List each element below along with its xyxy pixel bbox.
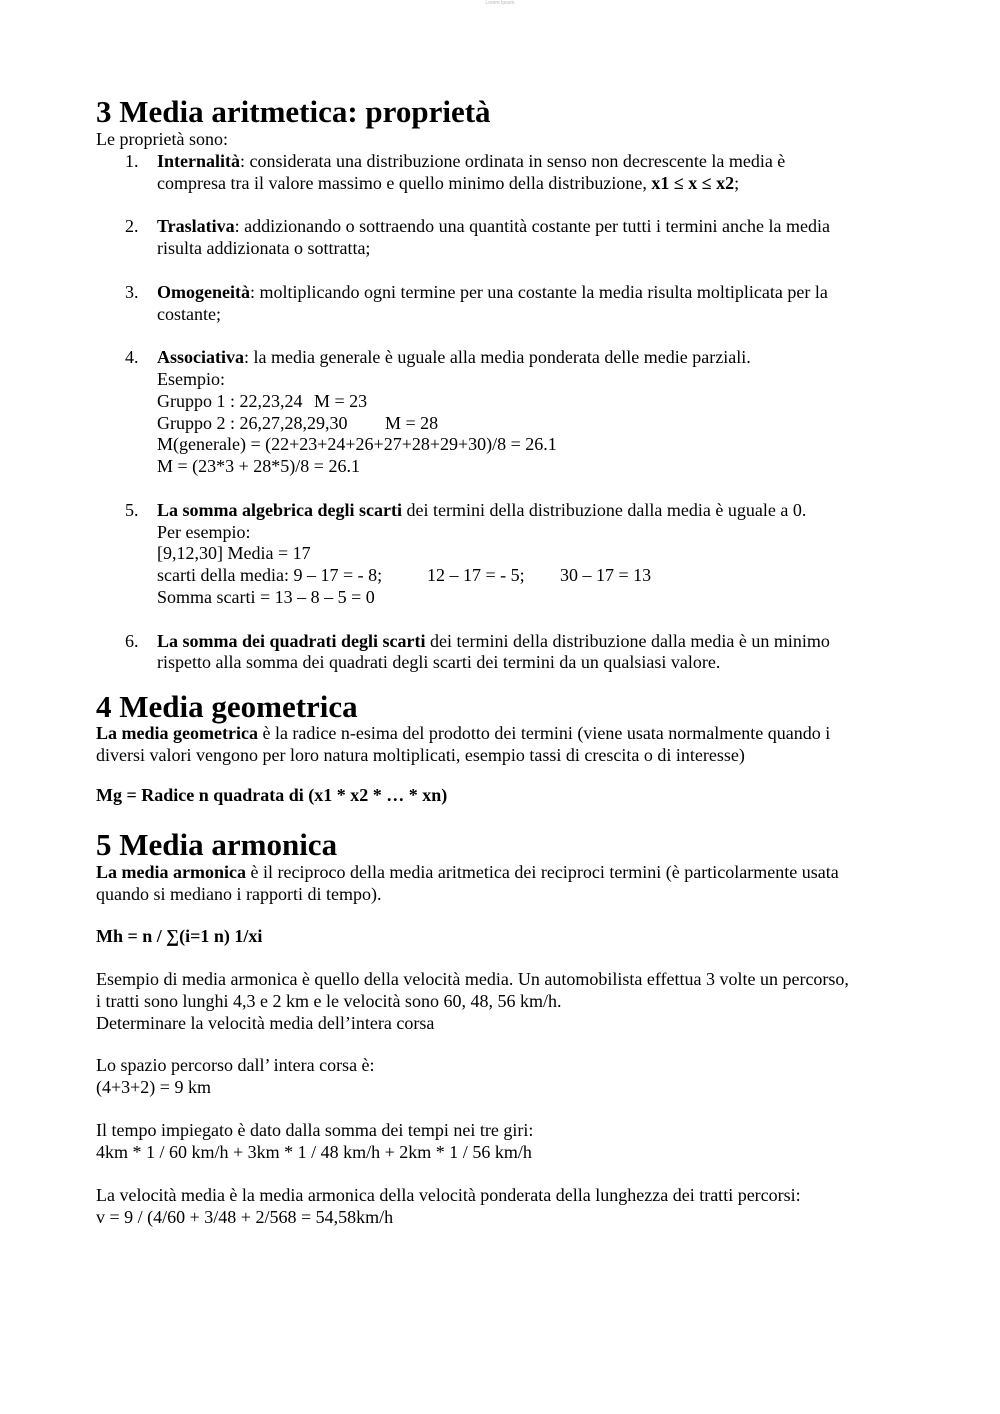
item-term: La somma algebrica degli scarti bbox=[157, 499, 402, 520]
item-text: : la media generale è uguale alla media ponderata delle medie parziali. bbox=[244, 347, 751, 368]
item-text: Gruppo 2 : 26,27,28,29,30 bbox=[157, 412, 348, 433]
item-term: Associativa bbox=[157, 347, 244, 368]
text: quando si mediano i rapporti di tempo). bbox=[96, 883, 382, 904]
text: La velocità media è la media armonica della velocità ponderata della lunghezza dei tratti percorsi: bbox=[96, 1185, 801, 1205]
text: Esempio di media armonica è quello della velocità media. Un automobilista effettua 3 volte un percorso, bbox=[96, 969, 849, 989]
item-number: 1. bbox=[125, 151, 139, 171]
list-item bbox=[96, 631, 916, 675]
text: (4+3+2) = 9 km bbox=[96, 1076, 211, 1097]
item-text: costante; bbox=[157, 303, 221, 324]
item-term: Omogeneità bbox=[157, 281, 250, 302]
item-text: : moltiplicando ogni termine per una costante la media risulta moltiplicata per la bbox=[249, 281, 828, 302]
item-number: 4. bbox=[125, 347, 139, 368]
text: Lo spazio percorso dall’ intera corsa è: bbox=[96, 1055, 375, 1075]
section-4-text bbox=[96, 723, 916, 767]
item-text: dei termini della distribuzione dalla media è un minimo bbox=[425, 630, 830, 651]
item-term: Internalità bbox=[157, 151, 240, 171]
item-term: La somma dei quadrati degli scarti bbox=[157, 630, 426, 651]
text: Il tempo impiegato è dato dalla somma dei tempi nei tre giri: bbox=[96, 1120, 534, 1140]
item-term: Traslativa bbox=[157, 216, 235, 237]
item-text: scarti della media: 9 – 17 = - 8; bbox=[157, 565, 383, 586]
item-number: 2. bbox=[125, 216, 139, 237]
text: diversi valori vengono per loro natura moltiplicati, esempio tassi di crescita o di interesse) bbox=[96, 744, 745, 765]
section-5-text bbox=[96, 862, 916, 906]
item-text: [9,12,30] Media = 17 bbox=[157, 543, 311, 564]
example-paragraph bbox=[96, 969, 916, 1034]
item-text: : considerata una distribuzione ordinata in senso non decrescente la media è bbox=[240, 151, 786, 171]
item-text: : addizionando o sottraendo una quantità costante per tutti i termini anche la media bbox=[234, 216, 830, 237]
velocity-paragraph bbox=[96, 1185, 916, 1229]
item-text: 12 – 17 = - 5; bbox=[427, 565, 525, 586]
properties-list bbox=[96, 151, 916, 674]
item-text: dei termini della distribuzione dalla media è uguale a 0. bbox=[401, 499, 807, 520]
item-number: 3. bbox=[125, 281, 139, 302]
item-text: risulta addizionata o sottratta; bbox=[157, 238, 371, 259]
text: è la radice n-esima del prodotto dei termini (viene usata normalmente quando i bbox=[257, 723, 831, 743]
list-item bbox=[96, 151, 916, 195]
watermark: Lorem Ipsum bbox=[485, 0, 515, 6]
list-item bbox=[96, 500, 916, 609]
text: è il reciproco della media aritmetica dei reciproci termini (è particolarmente usata bbox=[246, 862, 839, 882]
section-4-title: 4 Media geometrica bbox=[96, 689, 358, 724]
term: La media geometrica bbox=[96, 723, 258, 743]
item-text: 30 – 17 = 13 bbox=[560, 565, 652, 586]
item-text: Gruppo 1 : 22,23,24 bbox=[157, 390, 303, 411]
geometric-formula: Mg = Radice n quadrata di (x1 * x2 * … * xn) bbox=[96, 785, 448, 805]
item-text: M = 28 bbox=[385, 412, 439, 433]
text: 4km * 1 / 60 km/h + 3km * 1 / 48 km/h + 2km * 1 / 56 km/h bbox=[96, 1141, 532, 1162]
section-5-title: 5 Media armonica bbox=[96, 827, 338, 862]
item-text: rispetto alla somma dei quadrati degli scarti dei termini da un qualsiasi valore. bbox=[157, 652, 721, 673]
item-number: 6. bbox=[125, 630, 139, 651]
time-paragraph bbox=[96, 1120, 533, 1164]
item-formula: x1 ≤ x ≤ x2 bbox=[651, 172, 735, 193]
item-text: compresa tra il valore massimo e quello minimo della distribuzione, bbox=[157, 172, 652, 193]
distance-paragraph bbox=[96, 1055, 375, 1099]
item-number: 5. bbox=[125, 499, 139, 520]
harmonic-formula: Mh = n / ∑(i=1 n) 1/xi bbox=[96, 926, 263, 946]
section-3-intro: Le proprietà sono: bbox=[96, 129, 228, 149]
item-text: M(generale) = (22+23+24+26+27+28+29+30)/8 = 26.1 bbox=[157, 434, 557, 455]
term: La media armonica bbox=[96, 862, 246, 882]
list-item bbox=[96, 216, 916, 260]
item-text: Esempio: bbox=[157, 368, 225, 389]
list-item bbox=[96, 282, 916, 326]
list-item bbox=[96, 347, 916, 478]
item-text: M = (23*3 + 28*5)/8 = 26.1 bbox=[157, 456, 360, 477]
text: i tratti sono lunghi 4,3 e 2 km e le velocità sono 60, 48, 56 km/h. bbox=[96, 990, 562, 1011]
item-text: M = 23 bbox=[314, 390, 368, 411]
item-text: Per esempio: bbox=[157, 521, 251, 542]
item-text: ; bbox=[734, 172, 740, 193]
section-3-title: 3 Media aritmetica: proprietà bbox=[96, 94, 491, 129]
text: v = 9 / (4/60 + 3/48 + 2/568 = 54,58km/h bbox=[96, 1206, 394, 1227]
text: Determinare la velocità media dell’intera corsa bbox=[96, 1012, 435, 1033]
item-text: Somma scarti = 13 – 8 – 5 = 0 bbox=[157, 586, 375, 607]
